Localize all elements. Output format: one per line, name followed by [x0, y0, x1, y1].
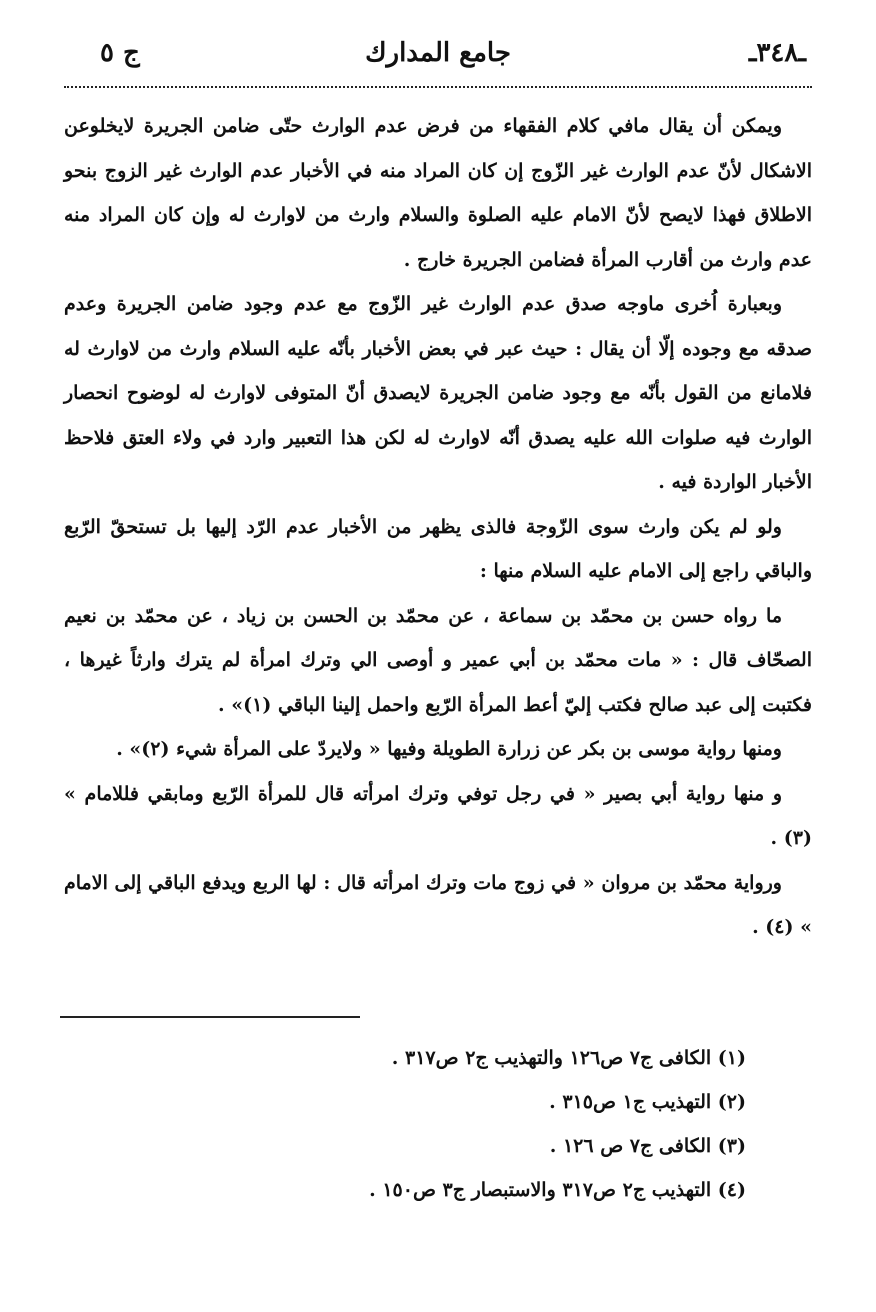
footnote: (١) الكافى ج٧ ص١٢٦ والتهذيب ج٢ ص٣١٧ . — [391, 1047, 746, 1069]
paragraph: و منها رواية أبي بصير « في رجل توفي وترك امرأته قال للمرأة الرّبع ومابقي فللامام » (٣) . — [64, 782, 812, 849]
paragraph: ومنها رواية موسى بن بكر عن زرارة الطويلة وفيها « ولايردّ على المرأة شيء (٢)» . — [116, 738, 782, 760]
page-header — [60, 38, 816, 78]
paragraph: ورواية محمّد بن مروان « في زوج مات وترك امرأته قال : لها الربع ويدفع الباقي إلى الامام » (٤) . — [64, 871, 812, 938]
book-title: جامع المدارك — [365, 38, 511, 68]
paragraph: ما رواه حسن بن محمّد بن سماعة ، عن محمّد بن الحسن بن زياد ، عن محمّد بن نعيم الصحّاف قال : « مات محمّد بن أبي عمير و أوصى الي وترك امرأة لم يترك وارثاً غيرها ، فكتبت إلى عبد صالح فكتب إليّ أعط المرأة الرّبع واحمل إلينا الباقي (١)» . — [64, 604, 812, 716]
header-divider — [64, 86, 812, 88]
paragraph: وبعبارة اُخرى ماوجه صدق عدم الوارث غير الزّوج مع عدم وجود ضامن الجريرة وعدم صدقه مع وجوده إلّا أن يقال : حيث عبر في بعض الأخبار بأنّه عليه السلام وارث من لاوارث له فلامانع من القول بأنّه مع وجود ضامن الجريرة لايصدق أنّ المتوفى لاوارث له لوضوح انحصار الوارث فيه صلوات الله عليه يصدق أنّه لاوارث له لكن هذا التعبير وارد في ولاء العتق فلاحظ الأخبار الواردة فيه . — [64, 293, 812, 493]
footnotes — [64, 1036, 746, 1212]
footnote: (٤) التهذيب ج٢ ص٣١٧ والاستبصار ج٣ ص١٥٠ . — [369, 1179, 746, 1201]
paragraph: ولو لم يكن وارث سوى الزّوجة فالذى يظهر من الأخبار عدم الرّد إليها بل تستحقّ الرّبع والباقي راجع إلى الامام عليه السلام منها : — [64, 515, 812, 582]
paragraph: ويمكن أن يقال مافي كلام الفقهاء من فرض عدم الوارث حتّى ضامن الجريرة لايخلوعن الاشكال لأنّ عدم الوارث غير الزّوج إن كان المراد منه في الأخبار عدم الوارث غير الزوج بنحو الاطلاق فهذا لايصح لأنّ الامام عليه الصلوة والسلام وارث من لاوارث له وإن كان المراد منه عدم وارث من أقارب المرأة فضامن الجريرة خارج . — [64, 115, 812, 271]
footnote: (٢) التهذيب ج١ ص٣١٥ . — [549, 1091, 746, 1113]
main-text — [64, 104, 812, 950]
footnote: (٣) الكافى ج٧ ص ١٢٦ . — [549, 1135, 746, 1157]
footnote-divider — [60, 1016, 360, 1018]
volume-label: ج ٥ — [100, 38, 140, 68]
page-number: ـ٣٤٨ـ — [748, 38, 806, 68]
